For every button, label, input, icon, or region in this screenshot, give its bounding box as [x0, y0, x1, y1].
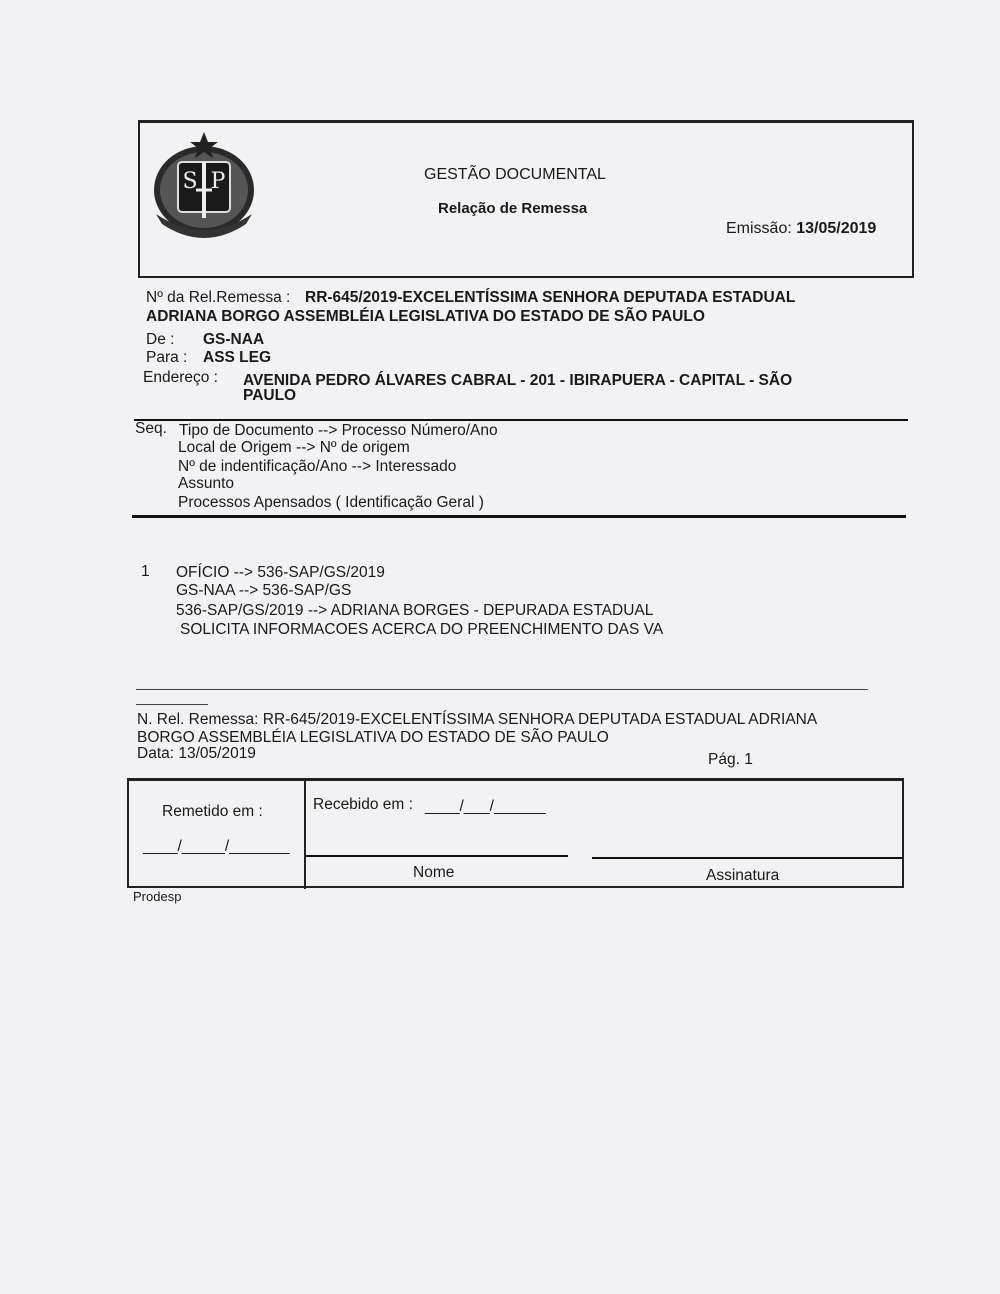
endereco-label: Endereço : [143, 369, 218, 386]
recebido-label: Recebido em : [313, 796, 413, 813]
legend-line-1: Tipo de Documento --> Processo Número/Ano [179, 422, 498, 439]
prodesp-footer: Prodesp [133, 889, 182, 904]
document-system-title: GESTÃO DOCUMENTAL [424, 166, 606, 183]
remessa-number-line2: ADRIANA BORGO ASSEMBLÉIA LEGISLATIVA DO ESTADO DE SÃO PAULO [146, 308, 705, 325]
divider-legend [132, 515, 906, 518]
divider-footer [136, 689, 868, 690]
footer-date: Data: 13/05/2019 [137, 745, 256, 762]
nome-line [304, 855, 568, 857]
recebido-date-field[interactable]: ____/___/______ [425, 798, 546, 815]
svg-text:S: S [182, 169, 198, 194]
receipt-box [127, 778, 904, 888]
document-subtitle: Relação de Remessa [438, 200, 588, 217]
legend-line-5: Processos Apensados ( Identificação Geral ) [178, 494, 484, 511]
emission-date: Emissão: 13/05/2019 [726, 220, 877, 237]
nome-label: Nome [413, 864, 455, 881]
remessa-number-label: Nº da Rel.Remessa : [146, 289, 291, 306]
sao-paulo-coat-of-arms-seal [148, 128, 260, 240]
receipt-divider [304, 779, 306, 889]
remetido-label: Remetido em : [162, 803, 263, 820]
legend-line-2: Local de Origem --> Nº de origem [178, 439, 410, 456]
item-seq: 1 [141, 563, 150, 580]
para-value: ASS LEG [203, 349, 272, 366]
item-line-3: 536-SAP/GS/2019 --> ADRIANA BORGES - DEPURADA ESTADUAL [176, 602, 654, 619]
item-line-1: OFÍCIO --> 536-SAP/GS/2019 [176, 564, 385, 581]
endereco-line2: PAULO [243, 387, 297, 404]
divider-short [136, 704, 208, 705]
para-label: Para : [146, 349, 188, 366]
de-value: GS-NAA [203, 331, 265, 348]
item-line-2: GS-NAA --> 536-SAP/GS [176, 582, 352, 599]
footer-remessa-line1: N. Rel. Remessa: RR-645/2019-EXCELENTÍSSIMA SENHORA DEPUTADA ESTADUAL ADRIANA [137, 711, 818, 728]
divider-top [134, 419, 908, 421]
page-number: Pág. 1 [708, 751, 753, 768]
footer-remessa-line2: BORGO ASSEMBLÉIA LEGISLATIVA DO ESTADO DE SÃO PAULO [137, 729, 609, 746]
legend-line-3: Nº de indentificação/Ano --> Interessado [178, 458, 457, 475]
remessa-number-line1: RR-645/2019-EXCELENTÍSSIMA SENHORA DEPUTADA ESTADUAL [305, 289, 796, 306]
item-line-4: SOLICITA INFORMACOES ACERCA DO PREENCHIMENTO DAS VA [180, 621, 664, 638]
legend-line-4: Assunto [178, 475, 235, 492]
assinatura-label: Assinatura [706, 867, 780, 884]
seq-label: Seq. [135, 420, 167, 437]
de-label: De : [146, 331, 175, 348]
endereco-line1: AVENIDA PEDRO ÁLVARES CABRAL - 201 - IBIRAPUERA - CAPITAL - SÃO [243, 372, 793, 389]
assinatura-line [592, 857, 902, 859]
remetido-date-field[interactable]: ____/_____/_______ [143, 838, 290, 855]
svg-text:P: P [210, 169, 226, 194]
